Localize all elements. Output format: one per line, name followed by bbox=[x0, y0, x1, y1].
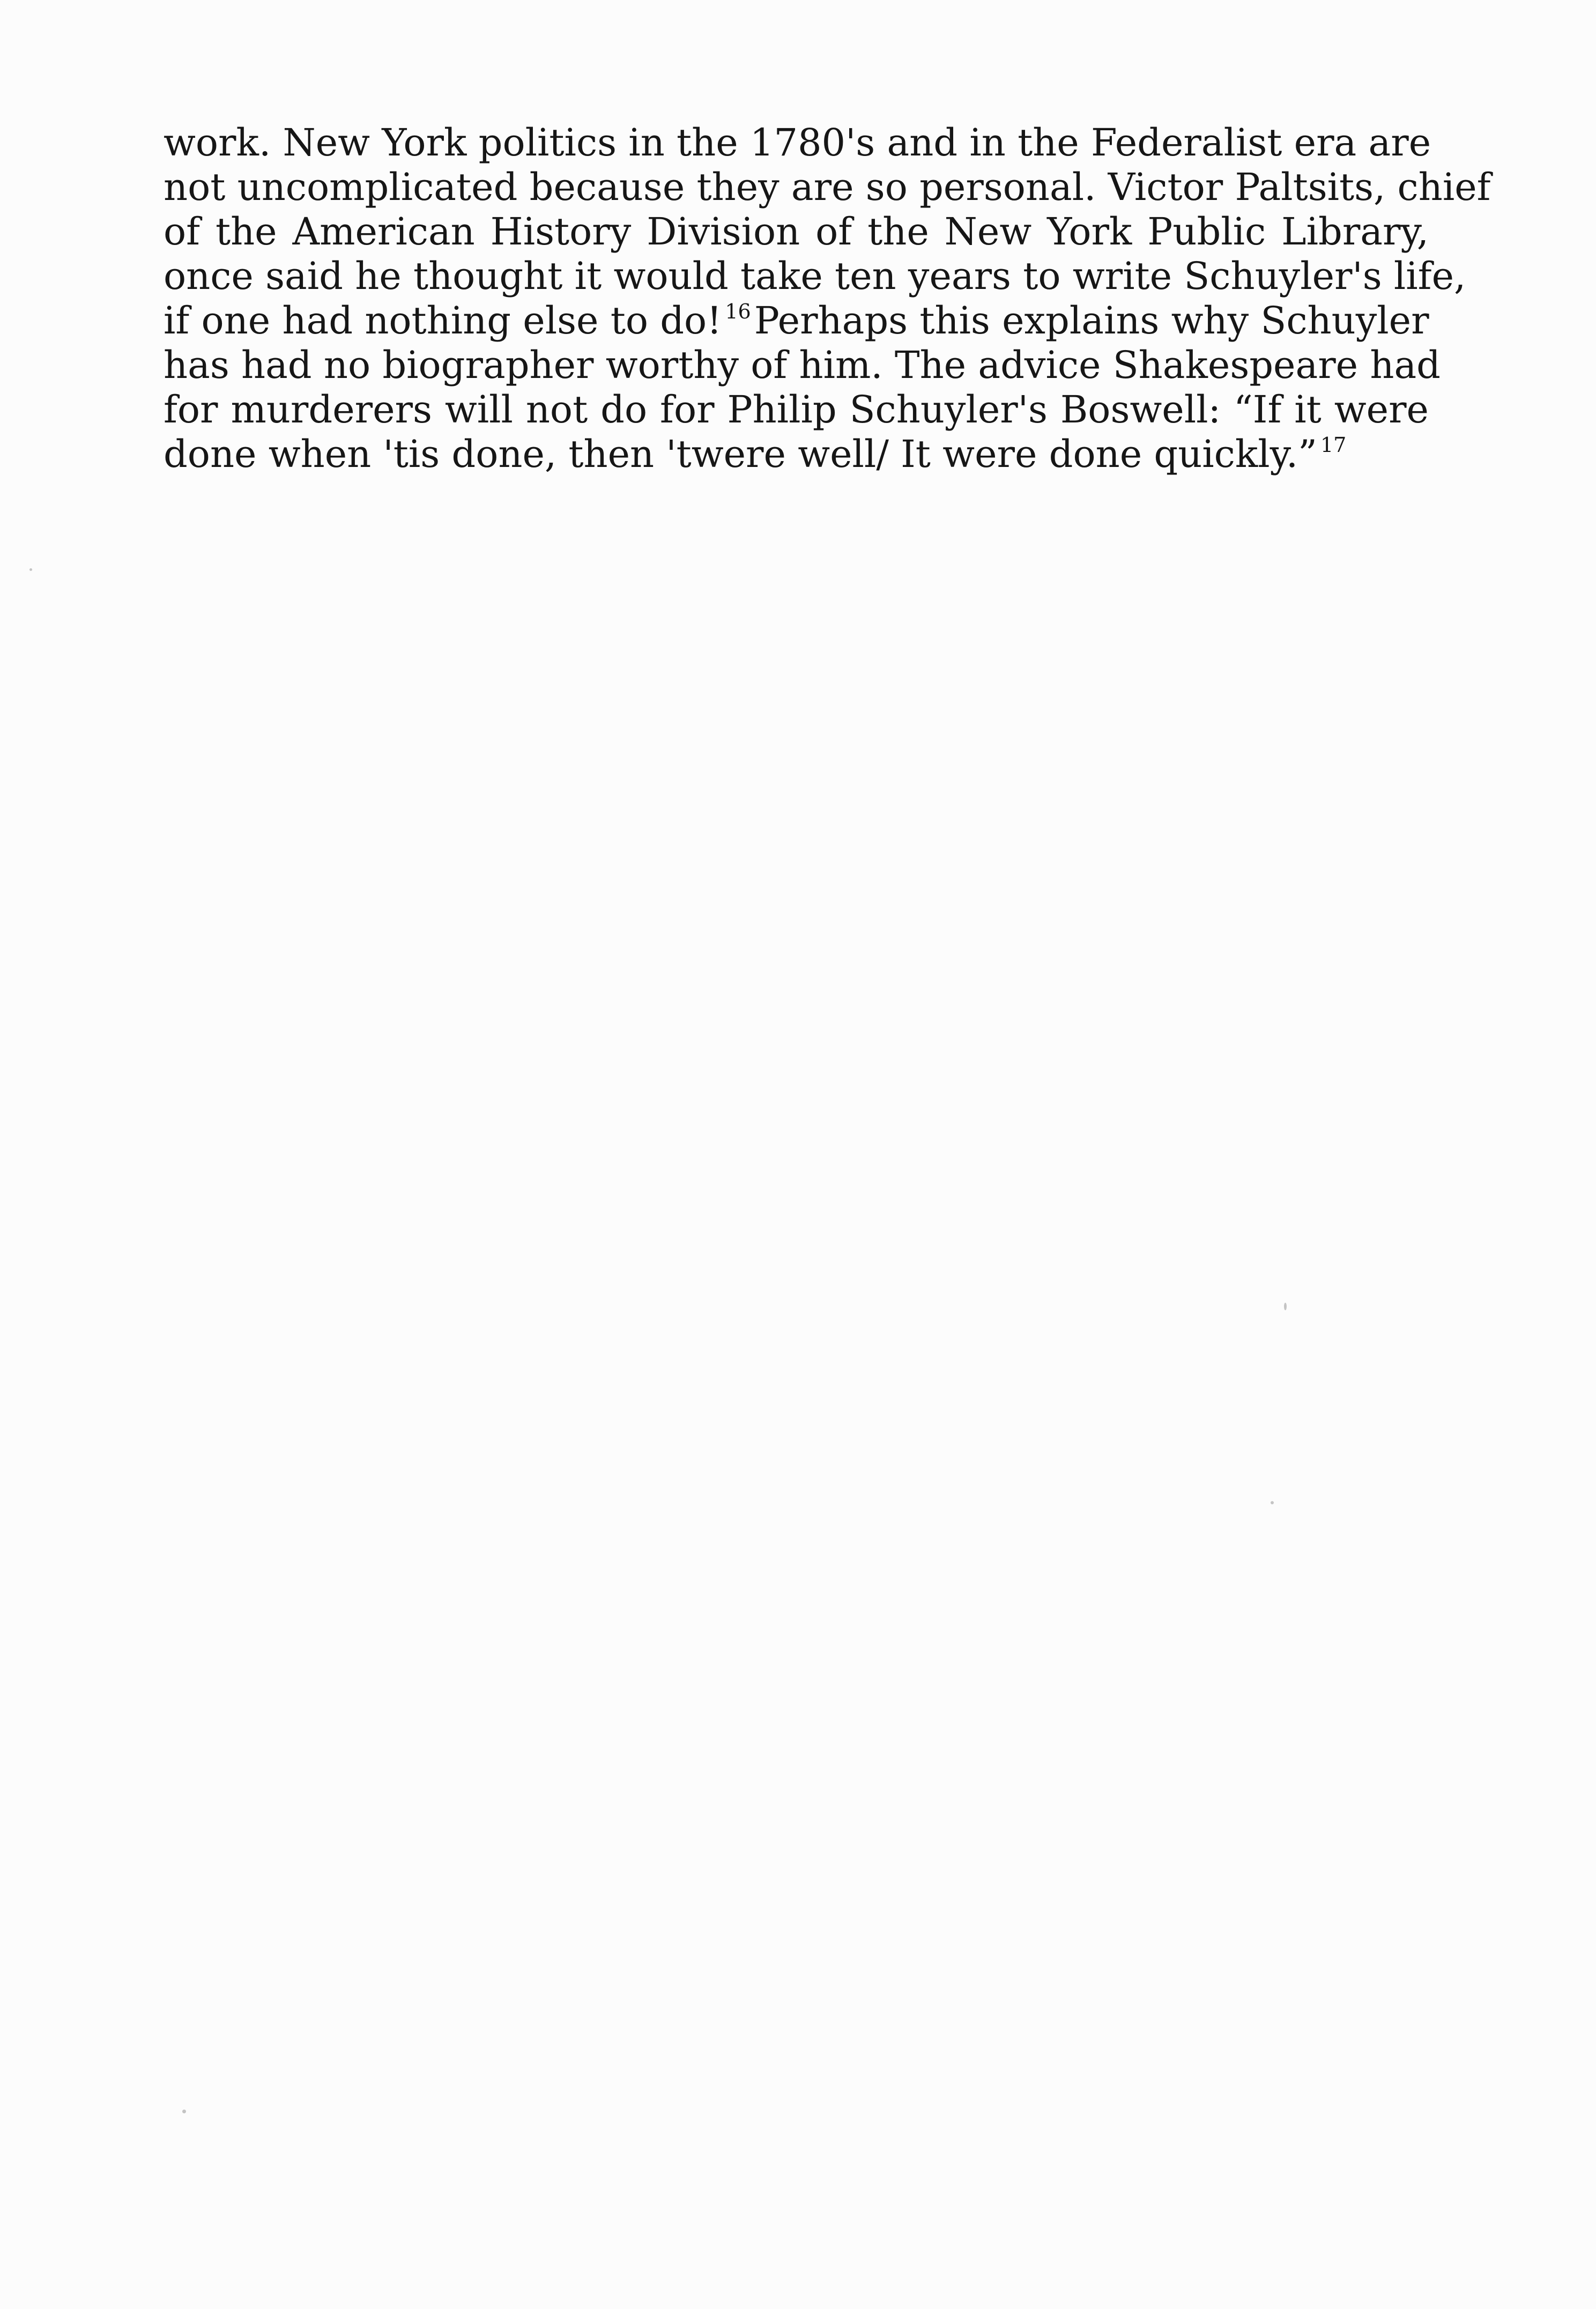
text-line: for murderers will not do for Philip Schuyler's Boswell: “If it were bbox=[164, 388, 1429, 432]
footnote-marker: 16 bbox=[725, 300, 751, 323]
paper-speck bbox=[29, 568, 32, 571]
text-line: of the American History Division of the New York Public Library, bbox=[164, 210, 1429, 254]
paper-speck bbox=[182, 2110, 186, 2113]
paper-speck bbox=[1284, 1303, 1287, 1310]
text-line: if one had nothing else to do! $^{16}$Perhaps this explains why Schuyler bbox=[164, 299, 1429, 343]
footnote-marker: 17 bbox=[1320, 433, 1347, 457]
body-paragraph bbox=[164, 121, 1491, 477]
text-line: once said he thought it would take ten years to write Schuyler's life, bbox=[164, 254, 1466, 298]
text-line: has had no biographer worthy of him. The advice Shakespeare had bbox=[164, 343, 1441, 387]
text-line: done when 'tis done, then 'twere well/ It were done quickly.” $^{17}$ bbox=[164, 432, 1347, 476]
text-line: not uncomplicated because they are so personal. Victor Paltsits, chief bbox=[164, 165, 1491, 209]
paper-speck bbox=[1271, 1501, 1274, 1504]
text-line: work. New York politics in the 1780's and in the Federalist era are bbox=[164, 121, 1431, 165]
